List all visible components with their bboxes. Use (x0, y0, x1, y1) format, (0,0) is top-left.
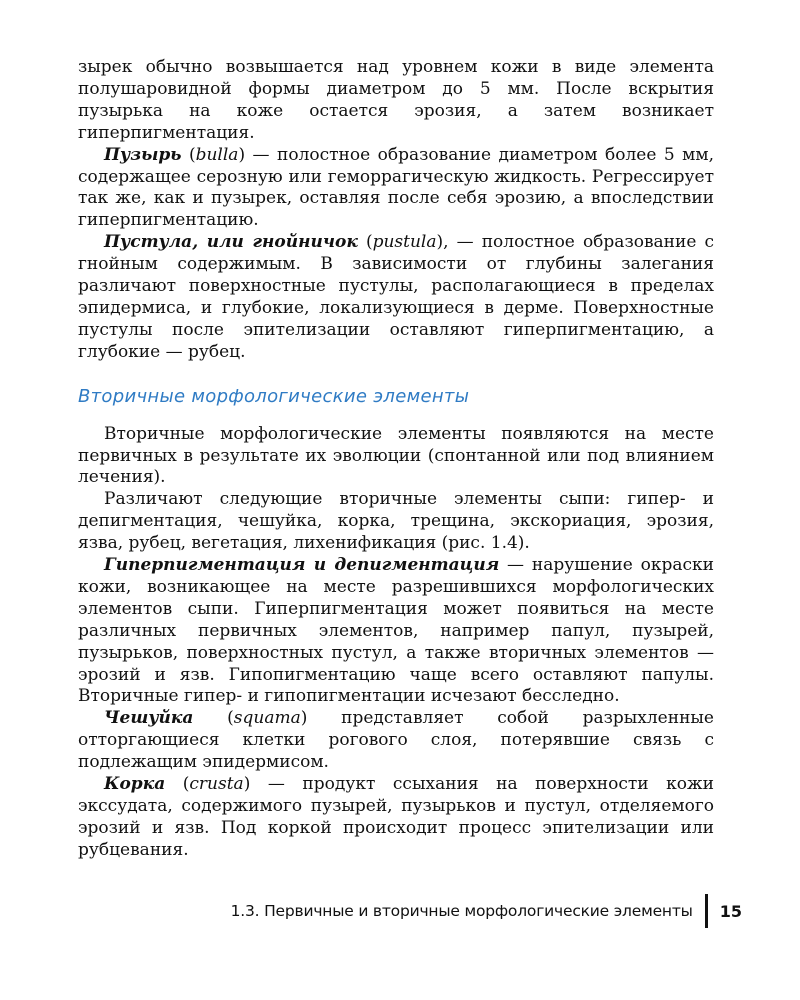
paragraph-text: Вторичные морфологические элементы появляются на месте первичных в результате их эволюции (спонтанной или под влиянием лечения). (78, 423, 714, 488)
page-footer (231, 894, 742, 928)
running-title: 1.3. Первичные и вторичные морфологические элементы (230, 902, 693, 920)
paragraph-secondary-list (78, 489, 714, 555)
paragraph-text: — продукт ссыхания на поверхности кожи экссудата, содержимого пузырей, пузырьков и пустул, отделяемого эрозий и язв. Под коркой происходит процесс эпителизации или рубцевания. (78, 774, 714, 860)
term-pustula: Пустула, или гнойничок (104, 232, 358, 253)
term-hyperpigmentation: Гиперпигментация и депигментация (104, 555, 500, 576)
paragraph-crusta: Корка (crusta) — продукт ссыхания на поверхности кожи экссудата, содержимого пузырей, пузырьков и пустул, отделяемого эрозий и язв. Под коркой происходит процесс эпителизации или рубцевания. (78, 774, 714, 860)
paragraph-pustula: Пустула, или гнойничок (pustula), — полостное образование с гнойным содержимым. В зависимости от глубины залегания различают поверхностные пустулы, располагающиеся в пределах эпидермиса, и глубокие, локализующиеся в дерме. Поверхностные пустулы после эпителизации оставляют гиперпигментацию, а глубокие — рубец. (78, 232, 714, 362)
term-squama: Чешуйка (104, 708, 194, 729)
page-number: 15 (719, 901, 742, 921)
paragraph-secondary-definition (78, 424, 714, 490)
latin-pustula: pustula (372, 232, 437, 253)
paragraph-text: — полостное образование диаметром более 5 мм, содержащее серозную или геморрагическую жидкость. Регрессирует так же, как и пузырек, оставляя после себя эрозию, а впоследствии гиперпигментацию. (78, 144, 714, 231)
paragraph-hyperpigmentation (78, 555, 714, 708)
paragraph-text: — нарушение окраски кожи, возникающее на месте разрешившихся морфологических элементов сыпи. Гиперпигментация может появиться на месте различных первичных элементов, например папул, пузырей, пузырьков, поверхностных пустул, а также вторичных элементов — эрозий и язв. Гипопигментацию чаще всего оставляют папулы. Вторичные гипер- и гипопигментации исчезают бесследно. (78, 555, 714, 707)
paragraph-squama: Чешуйка (squama) представляет собой разрыхленные отторгающиеся клетки рогового слоя, потерявшие связь с подлежащим эпидермисом. (78, 708, 714, 773)
page-body (78, 57, 714, 862)
paragraph-text: зырек обычно возвышается над уровнем кожи в виде элемента полушаровидной формы диаметром до 5 мм. После вскрытия пузырька на коже остается эрозия, а затем возникает гиперпигментация. (78, 57, 714, 143)
paragraph-bulla: Пузырь (bulla) — полостное образование диаметром более 5 мм, содержащее серозную или геморрагическую жидкость. Регрессирует так же, как и пузырек, оставляя после себя эрозию, а впоследствии гиперпигментацию. (78, 144, 714, 231)
paragraph-text: , — полостное образование с гнойным содержимым. В зависимости от глубины залегания различают поверхностные пустулы, располагающиеся в пределах эпидермиса, и глубокие, локализующиеся в дерме. Поверхностные пустулы после эпителизации оставляют гиперпигментацию, а глубокие — рубец. (78, 232, 714, 362)
latin-bulla: bulla (195, 144, 239, 165)
latin-crusta: crusta (189, 774, 244, 795)
term-crusta: Корка (104, 774, 166, 795)
paragraph-text: Различают следующие вторичные элементы сыпи: гипер- и депигментация, чешуйка, корка, трещина, экскориация, эрозия, язва, рубец, вегетация, лихенификация (рис. 1.4). (78, 489, 714, 554)
footer-divider (705, 894, 708, 928)
latin-squama: squama (233, 708, 301, 729)
section-heading: Вторичные морфологические элементы (78, 385, 470, 407)
term-bulla: Пузырь (104, 144, 182, 165)
paragraph-text: представляет собой разрыхленные отторгающиеся клетки рогового слоя, потерявшие связь с подлежащим эпидермисом. (78, 708, 714, 773)
paragraph-vesicle-continuation (78, 57, 714, 145)
